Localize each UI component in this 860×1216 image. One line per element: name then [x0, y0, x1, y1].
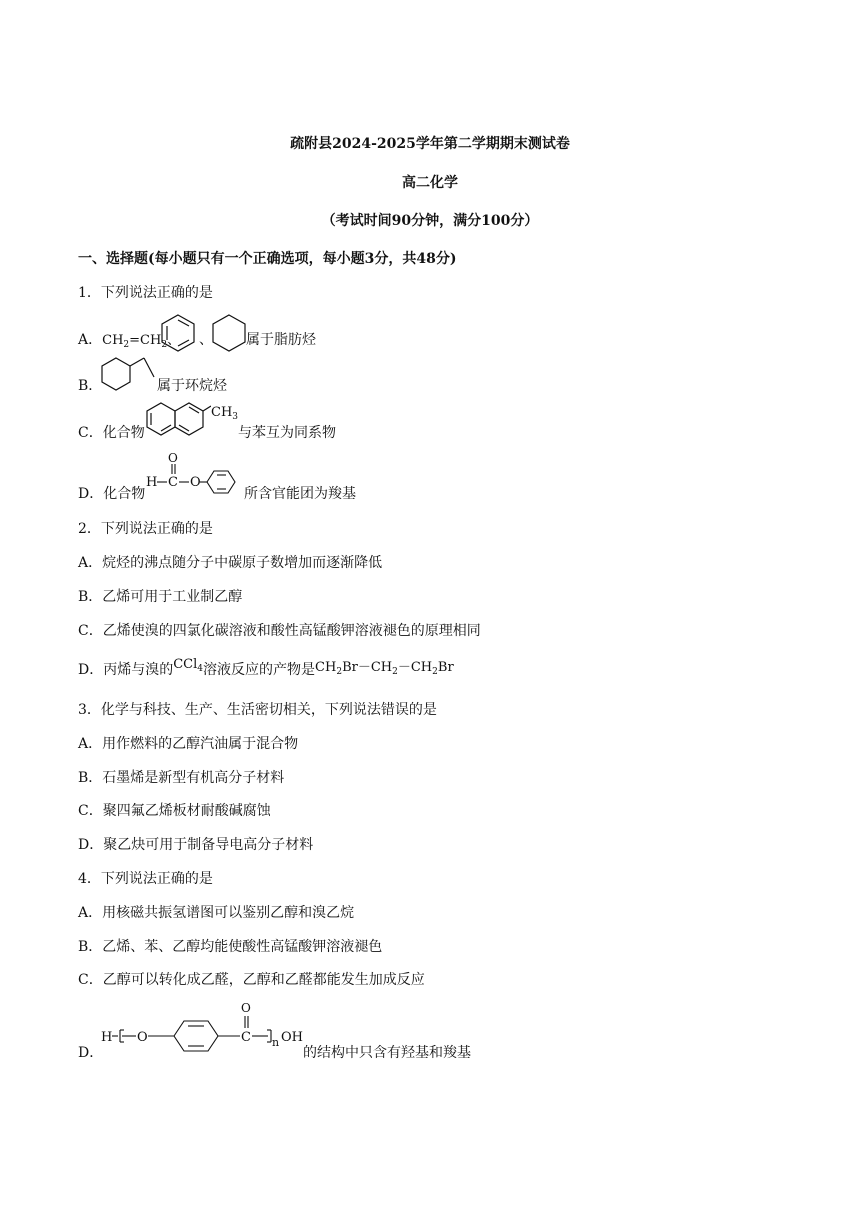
- q1-d-label: D．化合物: [78, 486, 146, 502]
- q1-a-ethylene: $CH_2=CH_2$、: [102, 333, 181, 350]
- q2-option-b: B．乙烯可用于工业制乙醇: [78, 589, 243, 605]
- q2-option-d: D．丙烯与溴的CCl$_4$溶液反应的产物是$CH_2Br-CH_2-CH_2Br$: [78, 657, 454, 678]
- q4-option-b: B．乙烯、苯、乙醇均能使酸性高锰酸钾溶液褪色: [78, 939, 383, 955]
- d1-h-atom: H: [146, 475, 158, 490]
- cyclohexylethane-structure: [100, 355, 156, 395]
- q1-b-text: 属于环烷烃: [157, 378, 227, 394]
- phenyl-formate-structure: [145, 451, 245, 501]
- exam-subject: 高二化学: [402, 175, 458, 191]
- q4-stem: 4．下列说法正确的是: [78, 871, 213, 887]
- q3-stem: 3．化学与科技、生产、生活密切相关，下列说法错误的是: [78, 702, 437, 718]
- q3-option-a: A．用作燃料的乙醇汽油属于混合物: [78, 736, 299, 752]
- q2-option-a: A．烷烃的沸点随分子中碳原子数增加而逐渐降低: [78, 555, 383, 571]
- d1-o-atom: O: [190, 475, 201, 490]
- q1-b-label: B．: [78, 378, 103, 394]
- q3-option-b: B．石墨烯是新型有机高分子材料: [78, 770, 285, 786]
- d4-h-atom: H: [101, 1030, 113, 1045]
- q1-stem: 1．下列说法正确的是: [78, 285, 213, 301]
- exam-title: 疏附县2024-2025学年第二学期期末测试卷: [290, 136, 570, 152]
- q4-d-text: 的结构中只含有羟基和羧基: [303, 1045, 471, 1061]
- q4-option-a: A．用核磁共振氢谱图可以鉴别乙醇和溴乙烷: [78, 905, 355, 921]
- cyclohexane-structure: [211, 313, 247, 353]
- d1-o-top-atom: O: [168, 451, 178, 465]
- d4-c-atom: C: [241, 1030, 251, 1045]
- q1-d-text: 所含官能团为羧基: [244, 486, 356, 502]
- q3-option-d: D．聚乙炔可用于制备导电高分子材料: [78, 837, 314, 853]
- q1-c-text: 与苯互为同系物: [238, 425, 336, 441]
- exam-info: （考试时间90分钟，满分100分）: [321, 213, 539, 229]
- q3-option-c: C．聚四氟乙烯板材耐酸碱腐蚀: [78, 803, 271, 819]
- d1-c-atom: C: [168, 475, 178, 490]
- q4-option-c: C．乙醇可以转化成乙醛，乙醇和乙醛都能发生加成反应: [78, 972, 425, 988]
- polyester-structure: [100, 998, 305, 1060]
- q1-a-separator: 、: [199, 332, 213, 348]
- q1-a-label: A．: [78, 332, 103, 348]
- d4-o-atom: O: [137, 1030, 148, 1045]
- q1-a-text: 属于脂肪烃: [246, 332, 316, 348]
- d4-o-top-atom: O: [241, 1001, 251, 1015]
- d4-n-subscript: n: [272, 1036, 280, 1049]
- section-heading: 一、选择题(每小题只有一个正确选项，每小题3分，共48分): [78, 251, 457, 267]
- q1-c-methyl: $CH_3$: [211, 405, 239, 422]
- q2-product-formula: $CH_2Br-CH_2-CH_2Br$: [315, 660, 454, 677]
- q4-d-label: D．: [78, 1045, 104, 1061]
- q2-option-c: C．乙烯使溴的四氯化碳溶液和酸性高锰酸钾溶液褪色的原理相同: [78, 623, 481, 639]
- q2-ccl4: CCl$_4$: [173, 657, 204, 674]
- q1-c-label: C．化合物: [78, 425, 145, 441]
- methylnaphthalene-structure: [145, 401, 211, 437]
- d4-oh-group: OH: [281, 1030, 303, 1045]
- benzene-structure: [160, 313, 196, 353]
- q2-stem: 2．下列说法正确的是: [78, 521, 213, 537]
